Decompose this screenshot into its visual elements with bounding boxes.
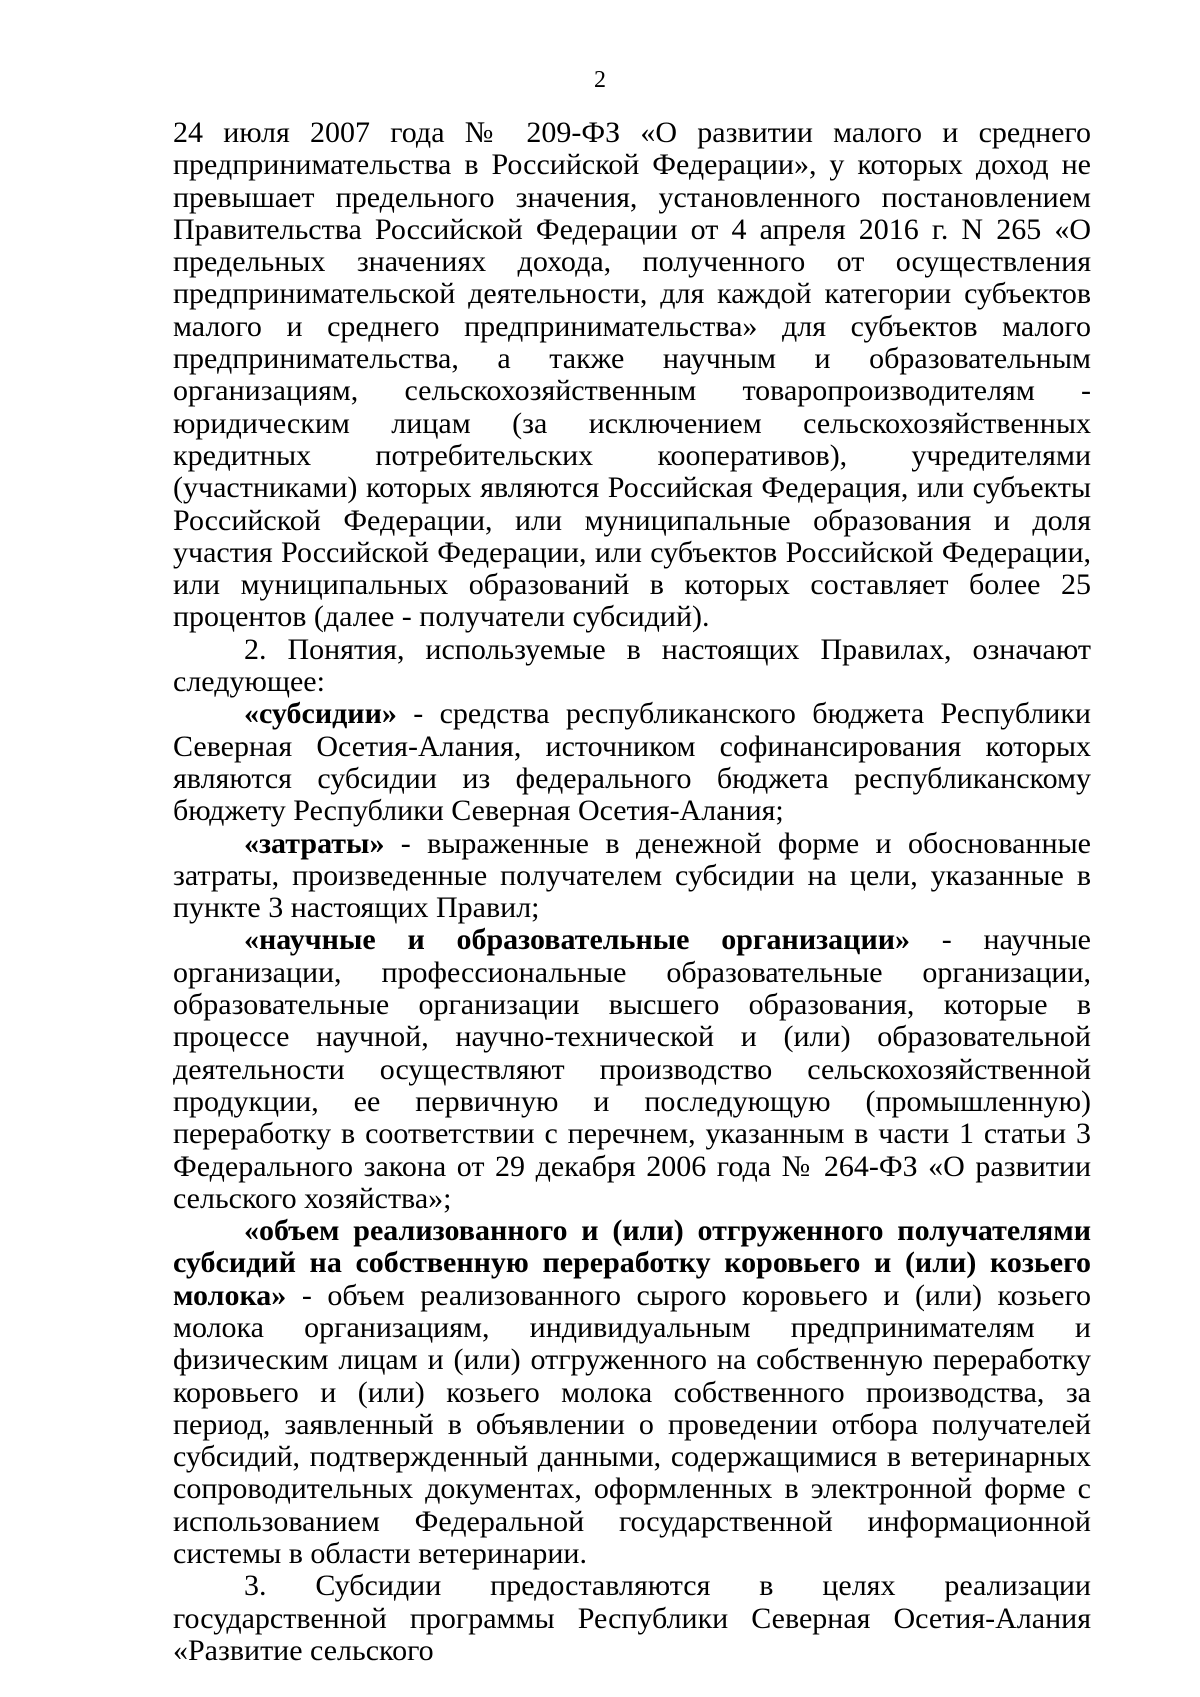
definition-text-costs: - выраженные в денежной форме и обоснованные затраты, произведенные получателем субсидии на цели, указанные в пункте 3 настоящих Правил; — [173, 826, 1091, 925]
definition-text-organizations: - научные организации, профессиональные образовательные организации, образовательные организации высшего образования, которые в процессе научной, научно-технической и (или) образовательной деятельности осуществляют производство сельскохозяйственной продукции, ее первичную и последующую (промышленную) переработку в соответствии с перечнем, указанным в части 1 статьи 3 Федерального закона от 29 декабря 2006 года № 264-ФЗ «О развитии сельского хозяйства»; — [173, 923, 1091, 1215]
term-subsidies: «субсидии» — [244, 697, 397, 731]
paragraph-continuation: 24 июля 2007 года № 209-ФЗ «О развитии малого и среднего предпринимательства в Российской Федерации», у которых доход не превышает предельного значения, установленного постановлением Правительства Российской Федерации от 4 апреля 2016 г. N 265 «О предельных значениях дохода, полученного от осуществления предпринимательской деятельности, для каждой категории субъектов малого и среднего предпринимательства» для субъектов малого предпринимательства, а также научным и образовательным организациям, сельскохозяйственным товаропроизводителям - юридическим лицам (за исключением сельскохозяйственных кредитных потребительских кооперативов), учредителями (участниками) которых являются Российская Федерация, или субъекты Российской Федерации, или муниципальные образования и доля участия Российской Федерации, или субъектов Российской Федерации, или муниципальных образований в которых составляет более 25 процентов (далее - получатели субсидий). — [173, 116, 1091, 634]
definition-text-subsidies: - средства республиканского бюджета Республики Северная Осетия-Алания, источником софинансирования которых являются субсидии из федерального бюджета республиканскому бюджету Республики Северная Осетия-Алания; — [173, 697, 1091, 828]
paragraph-3: 3. Субсидии предоставляются в целях реализации государственной программы Республики Северная Осетия-Алания «Развитие сельского — [173, 1569, 1091, 1667]
page-number: 2 — [594, 67, 606, 93]
term-milk-volume: «объем реализованного и (или) отгруженного получателями субсидий на собственную переработку коровьего и (или) козьего молока» — [173, 1214, 1091, 1312]
definition-text-milk-volume: - объем реализованного сырого коровьего и (или) козьего молока организациям, индивидуальным предпринимателям и физическим лицам и (или) отгруженного на собственную переработку коровьего и (или) козьего молока собственного производства, за период, заявленный в объявлении о проведении отбора получателей субсидий, подтвержденный данными, содержащимися в ветеринарных сопроводительных документах, оформленных в электронной форме с использованием Федеральной государственной информационной системы в области ветеринарии. — [173, 1278, 1091, 1571]
definition-milk-volume — [173, 1215, 1091, 1570]
definition-organizations — [173, 924, 1091, 1215]
definition-costs — [173, 828, 1091, 925]
paragraph-2: 2. Понятия, используемые в настоящих Правилах, означают следующее: — [173, 632, 1091, 699]
term-organizations: «научные и образовательные организации» — [244, 923, 911, 957]
definition-subsidies — [173, 698, 1091, 827]
term-costs: «затраты» — [244, 826, 385, 860]
document-body — [173, 117, 1091, 1667]
